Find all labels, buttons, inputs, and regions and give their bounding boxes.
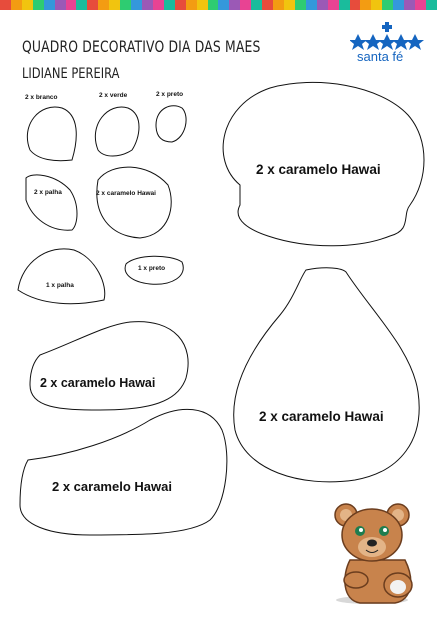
bear-illustration-icon [335,504,412,604]
label-top-verde: 2 x verde [99,92,128,99]
caramelo-small-shape [97,167,171,238]
author-name: LIDIANE PEREIRA [22,66,120,82]
label-palha-2: 2 x palha [34,189,62,196]
ear-preto-shape [156,106,186,142]
leg-shape [20,409,227,535]
label-body: 2 x caramelo Hawai [259,409,384,424]
label-preto-1: 1 x preto [138,265,166,272]
label-leg: 2 x caramelo Hawai [52,479,172,494]
arm-shape [30,322,188,410]
brand-name: santa fé [357,49,404,64]
label-caramelo-small: 2 x caramelo Hawai [96,190,156,197]
label-palha-1: 1 x palha [46,282,74,289]
ear-verde-shape [95,107,139,156]
label-head: 2 x caramelo Hawai [256,162,381,177]
palha-2-shape [26,175,77,230]
ear-branco-shape [27,107,76,161]
page-title: QUADRO DECORATIVO DIA DAS MAES [22,37,261,56]
body-shape [234,268,419,482]
label-top-preto: 2 x preto [156,91,184,98]
label-top-branco: 2 x branco [25,94,58,101]
palha-1-shape [18,249,105,304]
label-arm: 2 x caramelo Hawai [40,376,156,390]
